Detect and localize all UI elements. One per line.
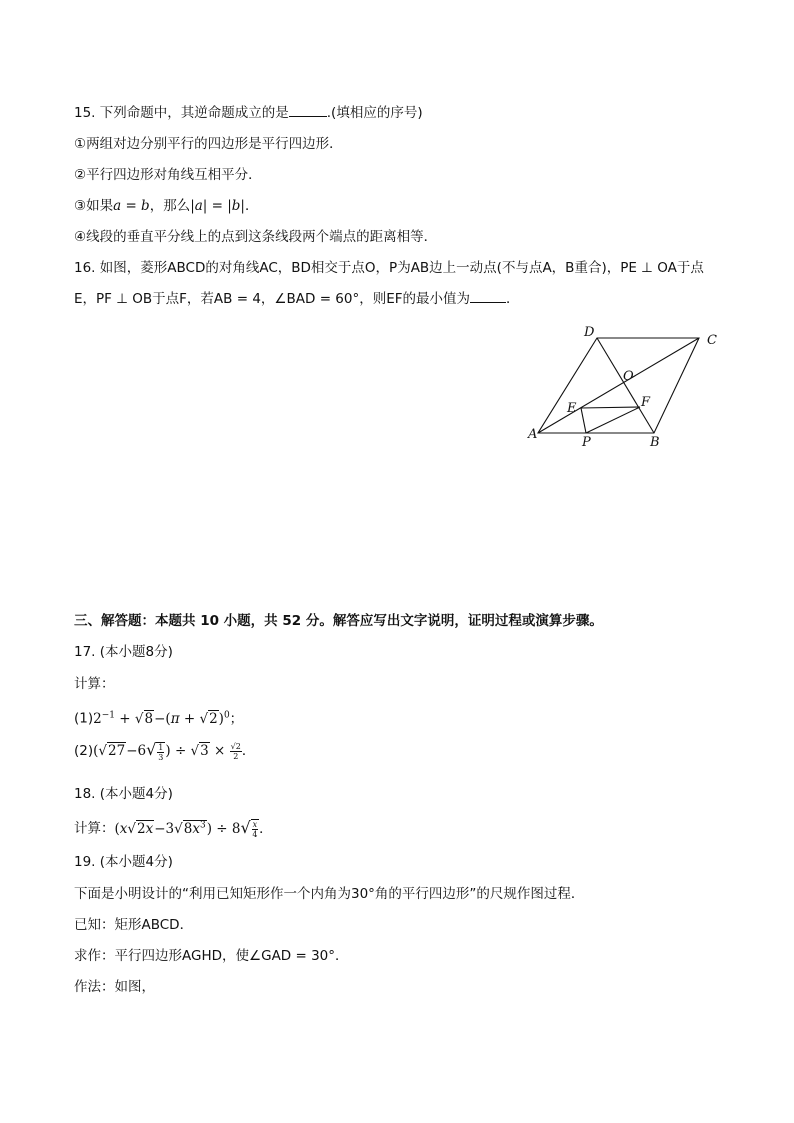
label-b: B bbox=[650, 435, 660, 450]
segment-pe bbox=[581, 408, 586, 433]
q15-option-4-text: 线段的垂直平分线上的点到这条线段两个端点的距离相等． bbox=[86, 229, 438, 245]
q16-stem-line2-suffix: ． bbox=[506, 291, 520, 307]
diagonal-ac bbox=[538, 338, 699, 433]
q17-item2-expression: (√27−6√ $\frac{1}{3}$ ) ÷ √3 × $\frac{√2}{2}$ ． bbox=[93, 740, 256, 762]
q15-option-3-num: ③ bbox=[74, 198, 87, 214]
q17-item1 bbox=[74, 706, 243, 728]
q16-stem-line1: 16. 如图，菱形ABCD的对角线AC，BD相交于点O，P为AB边上一动点(不与点A，B重合)，PE ⊥ OA于点 bbox=[74, 260, 704, 276]
q16-stem-line2 bbox=[74, 290, 520, 308]
q17-intro: 计算： bbox=[74, 676, 115, 692]
q15-option-2-text: 平行四边形对角线互相平分． bbox=[86, 167, 262, 183]
q15-answer-blank bbox=[289, 104, 327, 117]
q15-stem-suffix: .(填相应的序号) bbox=[326, 105, 423, 121]
section3-title: 三、解答题：本题共 10 小题，共 52 分。解答应写出文字说明，证明过程或演算步骤。 bbox=[74, 613, 603, 629]
q17-item2 bbox=[74, 741, 255, 762]
label-e: E bbox=[567, 401, 577, 416]
q15-option-3-mid: ，那么 bbox=[149, 198, 191, 214]
q17-header: 17. (本小题8分) bbox=[74, 644, 173, 660]
q15-option-4-num: ④ bbox=[74, 229, 87, 245]
q18-item bbox=[74, 816, 273, 839]
q15-option-2 bbox=[74, 166, 262, 184]
q15-option-4 bbox=[74, 228, 437, 246]
q19-header: 19. (本小题4分) bbox=[74, 854, 173, 870]
label-d: D bbox=[584, 325, 595, 340]
segment-ef bbox=[581, 407, 640, 408]
q15-option-3-pre: 如果 bbox=[86, 198, 114, 214]
q15-option-1-num: ① bbox=[74, 136, 87, 152]
q15-option-3-expr1: a = b bbox=[113, 198, 150, 214]
q15-option-1-text: 两组对边分别平行的四边形是平行四边形． bbox=[86, 136, 343, 152]
q19-line3: 求作：平行四边形AGHD，使∠GAD = 30°． bbox=[74, 948, 349, 964]
q15-stem-text: 15. 下列命题中，其逆命题成立的是 bbox=[74, 105, 289, 121]
q16-answer-blank bbox=[470, 290, 506, 303]
q15-option-3-post: ． bbox=[244, 198, 259, 214]
q19-line4: 作法：如图， bbox=[74, 979, 155, 995]
label-o: O bbox=[623, 369, 634, 384]
q17-item1-expression: $2^{-1} + √8-(\pi + √2)^0$； bbox=[93, 710, 244, 727]
q17-item2-label: (2) bbox=[74, 743, 94, 759]
q15-option-2-num: ② bbox=[74, 167, 87, 183]
label-c: C bbox=[707, 333, 717, 348]
q15-option-1 bbox=[74, 135, 343, 153]
q15-option-3-expr2: |a| = |b| bbox=[190, 198, 245, 214]
q15-option-3 bbox=[74, 197, 258, 215]
label-a: A bbox=[528, 427, 538, 442]
segment-pf bbox=[586, 407, 640, 433]
q18-header: 18. (本小题4分) bbox=[74, 786, 173, 802]
label-p: P bbox=[582, 435, 591, 450]
q18-intro: 计算： bbox=[74, 820, 115, 837]
q18-expression: $(x√2x-3√8x^3) \div 8√$ $\frac{x}{4}$ ． bbox=[114, 817, 273, 839]
q15-stem bbox=[74, 104, 423, 122]
diagonal-bd bbox=[597, 338, 654, 433]
q17-item1-label: (1) bbox=[74, 710, 94, 727]
q16-stem-line2-text: E，PF ⊥ OB于点F，若AB = 4，∠BAD = 60°，则EF的最小值为 bbox=[74, 291, 471, 307]
q19-line1: 下面是小明设计的“利用已知矩形作一个内角为30°角的平行四边形”的尺规作图过程． bbox=[74, 886, 585, 902]
label-f: F bbox=[641, 395, 651, 410]
q19-line2: 已知：矩形ABCD． bbox=[74, 917, 194, 933]
rhombus-figure bbox=[520, 322, 730, 452]
